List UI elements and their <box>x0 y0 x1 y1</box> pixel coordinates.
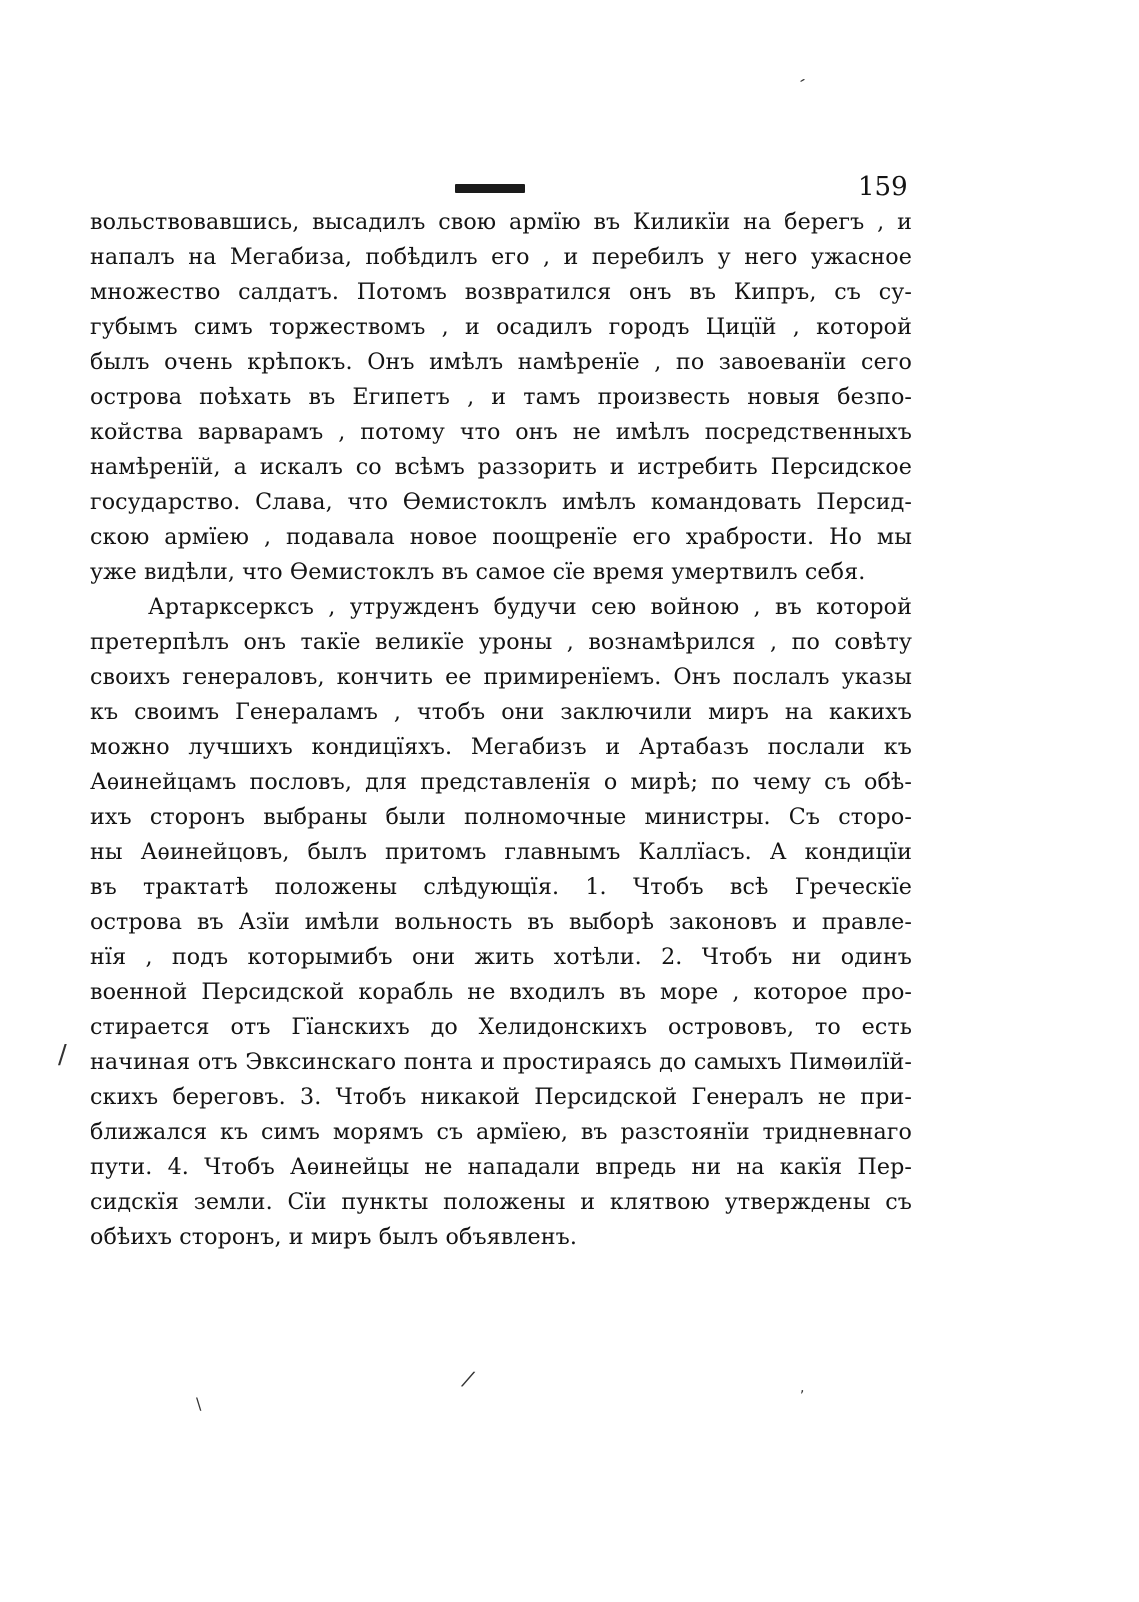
text-line: скою армїею , подавала новое поощренїе его храбрости. Но мы <box>90 524 912 550</box>
text-line: напалъ на Мегабиза, побѣдилъ его , и перебилъ у него ужасное <box>90 244 912 270</box>
text-line: острова поѣхать въ Египетъ , и тамъ произвесть новыя безпо- <box>90 384 912 410</box>
scan-speck: ˏ <box>796 61 813 84</box>
paragraph-start-line: Артарксерксъ , утружденъ будучи сею войною , въ которой <box>148 594 912 620</box>
text-line: въ трактатѣ положены слѣдующїя. 1. Чтобъ всѣ Греческїе <box>90 874 912 900</box>
text-line: къ своимъ Генераламъ , чтобъ они заключили миръ на какихъ <box>90 699 912 725</box>
text-line: ны Аѳинейцовъ, былъ притомъ главнымъ Каллїасъ. А кондицїи <box>90 839 912 865</box>
text-line: намѣренїй, а искалъ со всѣмъ раззорить и истребить Персидское <box>90 454 912 480</box>
text-line: претерпѣлъ онъ такїе великїе уроны , вознамѣрился , по совѣту <box>90 629 912 655</box>
text-line: обѣихъ сторонъ, и миръ былъ объявленъ. <box>90 1224 578 1250</box>
text-line: вольствовавшись, высадилъ свою армїю въ Киликїи на берегъ , и <box>90 209 912 235</box>
scan-mark: ⁄ <box>463 1367 472 1394</box>
text-line: нїя , подъ которымибъ они жить хотѣли. 2. Чтобъ ни одинъ <box>90 944 912 970</box>
text-line: государство. Слава, что Ѳемистоклъ имѣлъ командовать Персид- <box>90 489 912 515</box>
scan-mark: \ <box>196 1394 202 1413</box>
header-rule <box>455 184 525 193</box>
text-line: скихъ береговъ. 3. Чтобъ никакой Персидской Генералъ не при- <box>90 1084 912 1110</box>
text-line: своихъ генераловъ, кончить ее примиренїемъ. Онъ послалъ указы <box>90 664 912 690</box>
text-line: ихъ сторонъ выбраны были полномочные министры. Съ сторо- <box>90 804 912 830</box>
text-line: Аѳинейцамъ пословъ, для представленїя о мирѣ; по чему съ обѣ- <box>90 769 912 795</box>
text-line: койства варварамъ , потому что онъ не имѣлъ посредственныхъ <box>90 419 912 445</box>
page-number: 159 <box>858 172 908 202</box>
text-line: пути. 4. Чтобъ Аѳинейцы не нападали впредь ни на какїя Пер- <box>90 1154 912 1180</box>
text-line: ближался къ симъ морямъ съ армїею, въ разстоянїи тридневнаго <box>90 1119 912 1145</box>
scan-mark: / <box>58 1040 67 1070</box>
scan-speck: , <box>800 1380 805 1396</box>
text-line: можно лучшихъ кондицїяхъ. Мегабизъ и Артабазъ послали къ <box>90 734 912 760</box>
text-line: начиная отъ Эвксинскаго понта и простираясь до самыхъ Пимѳилїй- <box>90 1049 912 1075</box>
text-line: стирается отъ Гїанскихъ до Хелидонскихъ острововъ, то есть <box>90 1014 912 1040</box>
text-line: губымъ симъ торжествомъ , и осадилъ городъ Цицїй , которой <box>90 314 912 340</box>
text-line: уже видѣли, что Ѳемистоклъ въ самое сїе время умертвилъ себя. <box>90 559 866 585</box>
text-line: военной Персидской корабль не входилъ въ море , которое про- <box>90 979 912 1005</box>
text-line: острова въ Азїи имѣли вольность въ выборѣ законовъ и правле- <box>90 909 912 935</box>
text-line: сидскїя земли. Сїи пункты положены и клятвою утверждены съ <box>90 1189 912 1215</box>
text-line: былъ очень крѣпокъ. Онъ имѣлъ намѣренїе , по завоеванїи сего <box>90 349 912 375</box>
text-line: множество салдатъ. Потомъ возвратился онъ въ Кипръ, съ су- <box>90 279 912 305</box>
